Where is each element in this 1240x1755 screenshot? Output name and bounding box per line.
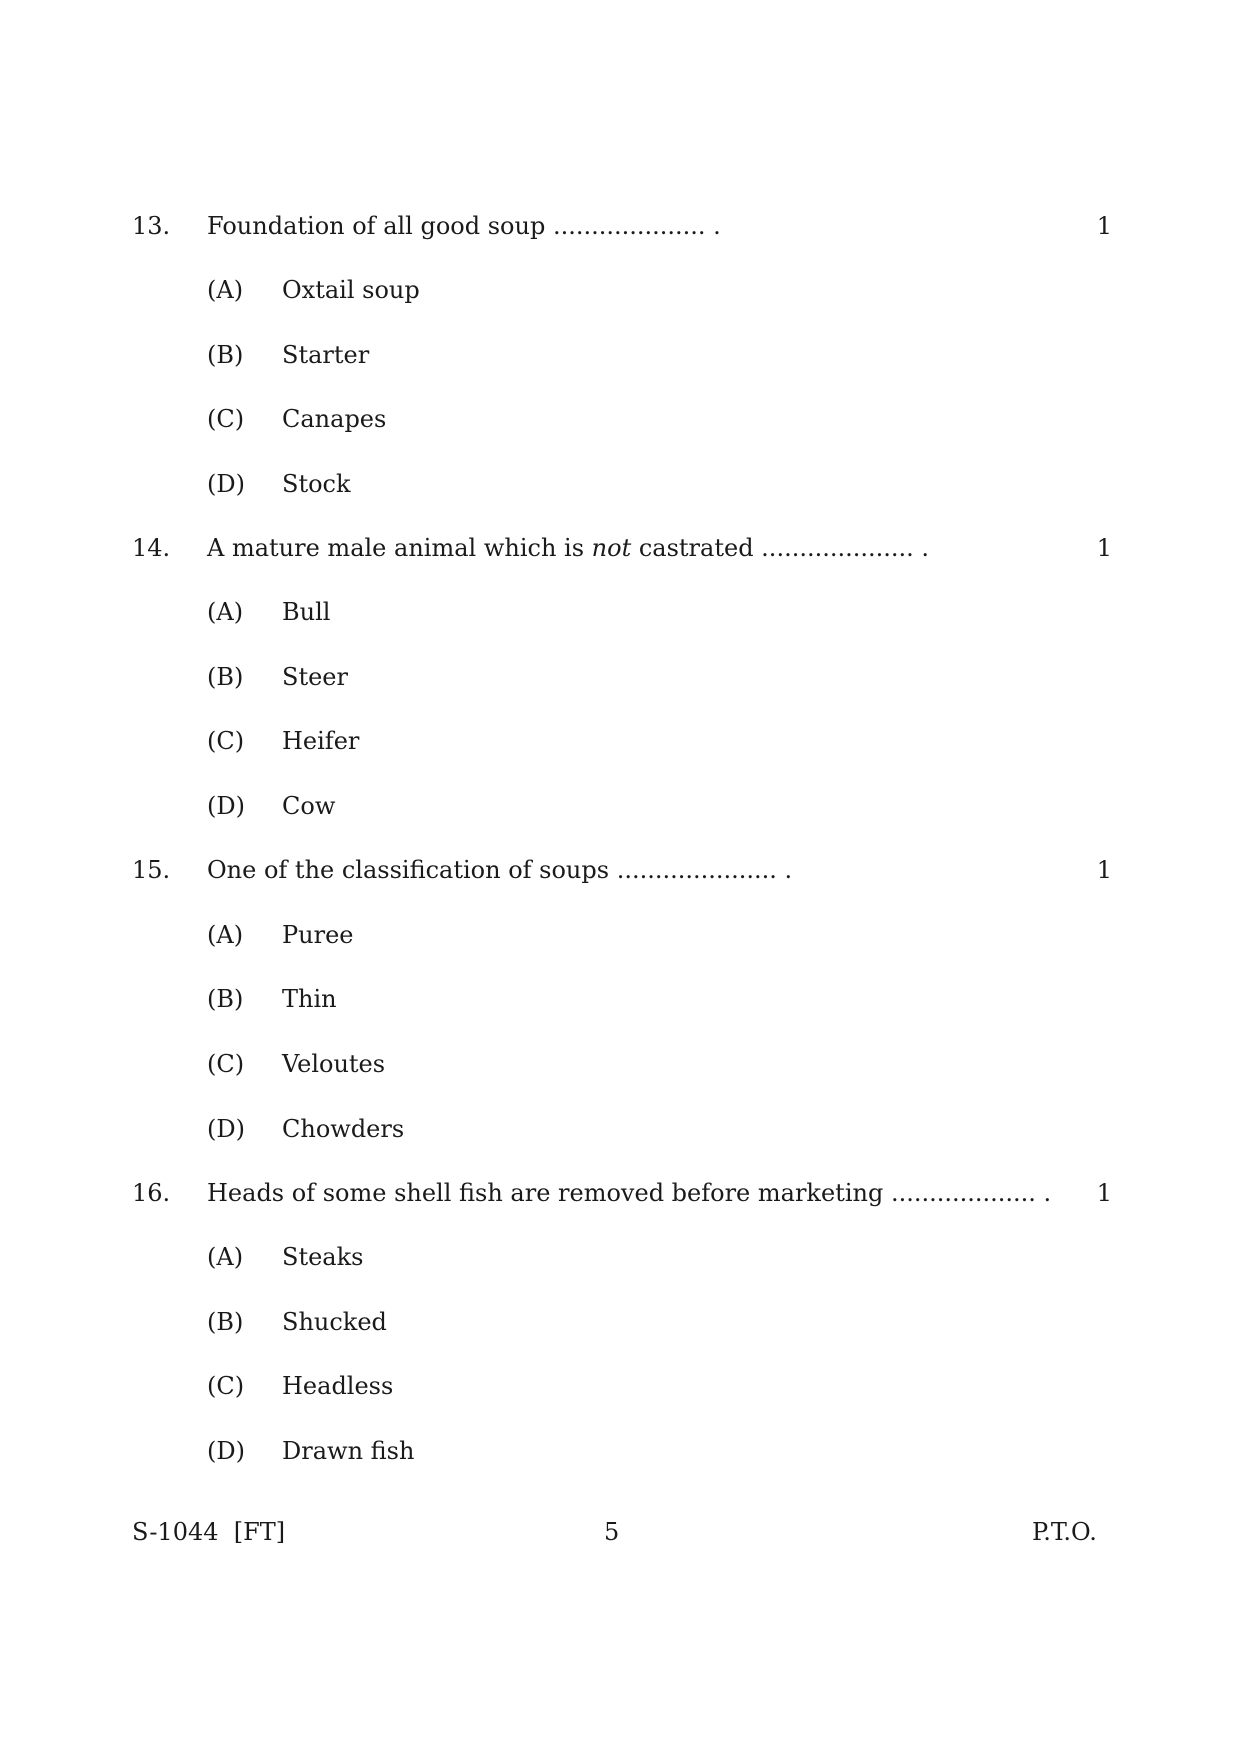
option-text: Puree <box>282 921 354 949</box>
question-number: 14. <box>132 534 171 562</box>
option-a <box>0 915 1240 955</box>
option-c <box>0 721 1240 761</box>
option-a <box>0 592 1240 632</box>
option-letter: (A) <box>207 921 244 949</box>
option-letter: (D) <box>207 470 245 498</box>
question-13 <box>0 206 1240 498</box>
question-number: 13. <box>132 212 171 240</box>
option-text: Heifer <box>282 727 360 755</box>
page-number: 5 <box>604 1518 620 1546</box>
question-text: Heads of some shell fish are removed before marketing ................... . <box>207 1179 1052 1207</box>
option-text: Cow <box>282 792 336 820</box>
question-14 <box>0 528 1240 820</box>
option-text: Headless <box>282 1372 394 1400</box>
option-text: Starter <box>282 341 370 369</box>
option-a <box>0 1237 1240 1277</box>
option-c <box>0 1044 1240 1084</box>
option-letter: (D) <box>207 1115 245 1143</box>
option-letter: (A) <box>207 598 244 626</box>
option-text: Thin <box>282 985 337 1013</box>
question-number: 15. <box>132 856 171 884</box>
option-letter: (C) <box>207 727 245 755</box>
option-b <box>0 335 1240 375</box>
option-text: Shucked <box>282 1308 387 1336</box>
question-15 <box>0 850 1240 1143</box>
option-letter: (B) <box>207 985 244 1013</box>
option-text: Oxtail soup <box>282 276 420 304</box>
option-letter: (D) <box>207 792 245 820</box>
page-footer <box>0 1512 1240 1552</box>
option-text: Drawn fish <box>282 1437 415 1465</box>
option-text: Steaks <box>282 1243 364 1271</box>
option-text: Steer <box>282 663 348 691</box>
option-d <box>0 1109 1240 1149</box>
option-d <box>0 786 1240 826</box>
option-text: Chowders <box>282 1115 405 1143</box>
option-letter: (A) <box>207 276 244 304</box>
option-c <box>0 399 1240 439</box>
option-b <box>0 979 1240 1019</box>
question-text: Foundation of all good soup .................... . <box>207 212 721 240</box>
emphasis-not: not <box>591 534 632 562</box>
option-text: Bull <box>282 598 331 626</box>
question-marks: 1 <box>1096 534 1112 562</box>
option-letter: (C) <box>207 1372 245 1400</box>
option-b <box>0 657 1240 697</box>
option-text: Stock <box>282 470 351 498</box>
option-letter: (A) <box>207 1243 244 1271</box>
option-b <box>0 1302 1240 1342</box>
question-marks: 1 <box>1096 856 1112 884</box>
question-marks: 1 <box>1096 212 1112 240</box>
option-d <box>0 464 1240 504</box>
option-text: Canapes <box>282 405 387 433</box>
option-letter: (B) <box>207 341 244 369</box>
option-text: Veloutes <box>282 1050 386 1078</box>
option-letter: (C) <box>207 1050 245 1078</box>
option-c <box>0 1366 1240 1406</box>
option-a <box>0 270 1240 310</box>
option-d <box>0 1431 1240 1471</box>
option-letter: (B) <box>207 1308 244 1336</box>
option-letter: (D) <box>207 1437 245 1465</box>
question-text: A mature male animal which is not castrated .................... . <box>207 534 930 562</box>
question-number: 16. <box>132 1179 171 1207</box>
option-letter: (B) <box>207 663 244 691</box>
question-16 <box>0 1173 1240 1465</box>
question-marks: 1 <box>1096 1179 1112 1207</box>
paper-code: S-1044 [FT] <box>132 1518 286 1546</box>
please-turn-over: P.T.O. <box>1032 1518 1097 1546</box>
option-letter: (C) <box>207 405 245 433</box>
question-text: One of the classification of soups ..................... . <box>207 856 793 884</box>
